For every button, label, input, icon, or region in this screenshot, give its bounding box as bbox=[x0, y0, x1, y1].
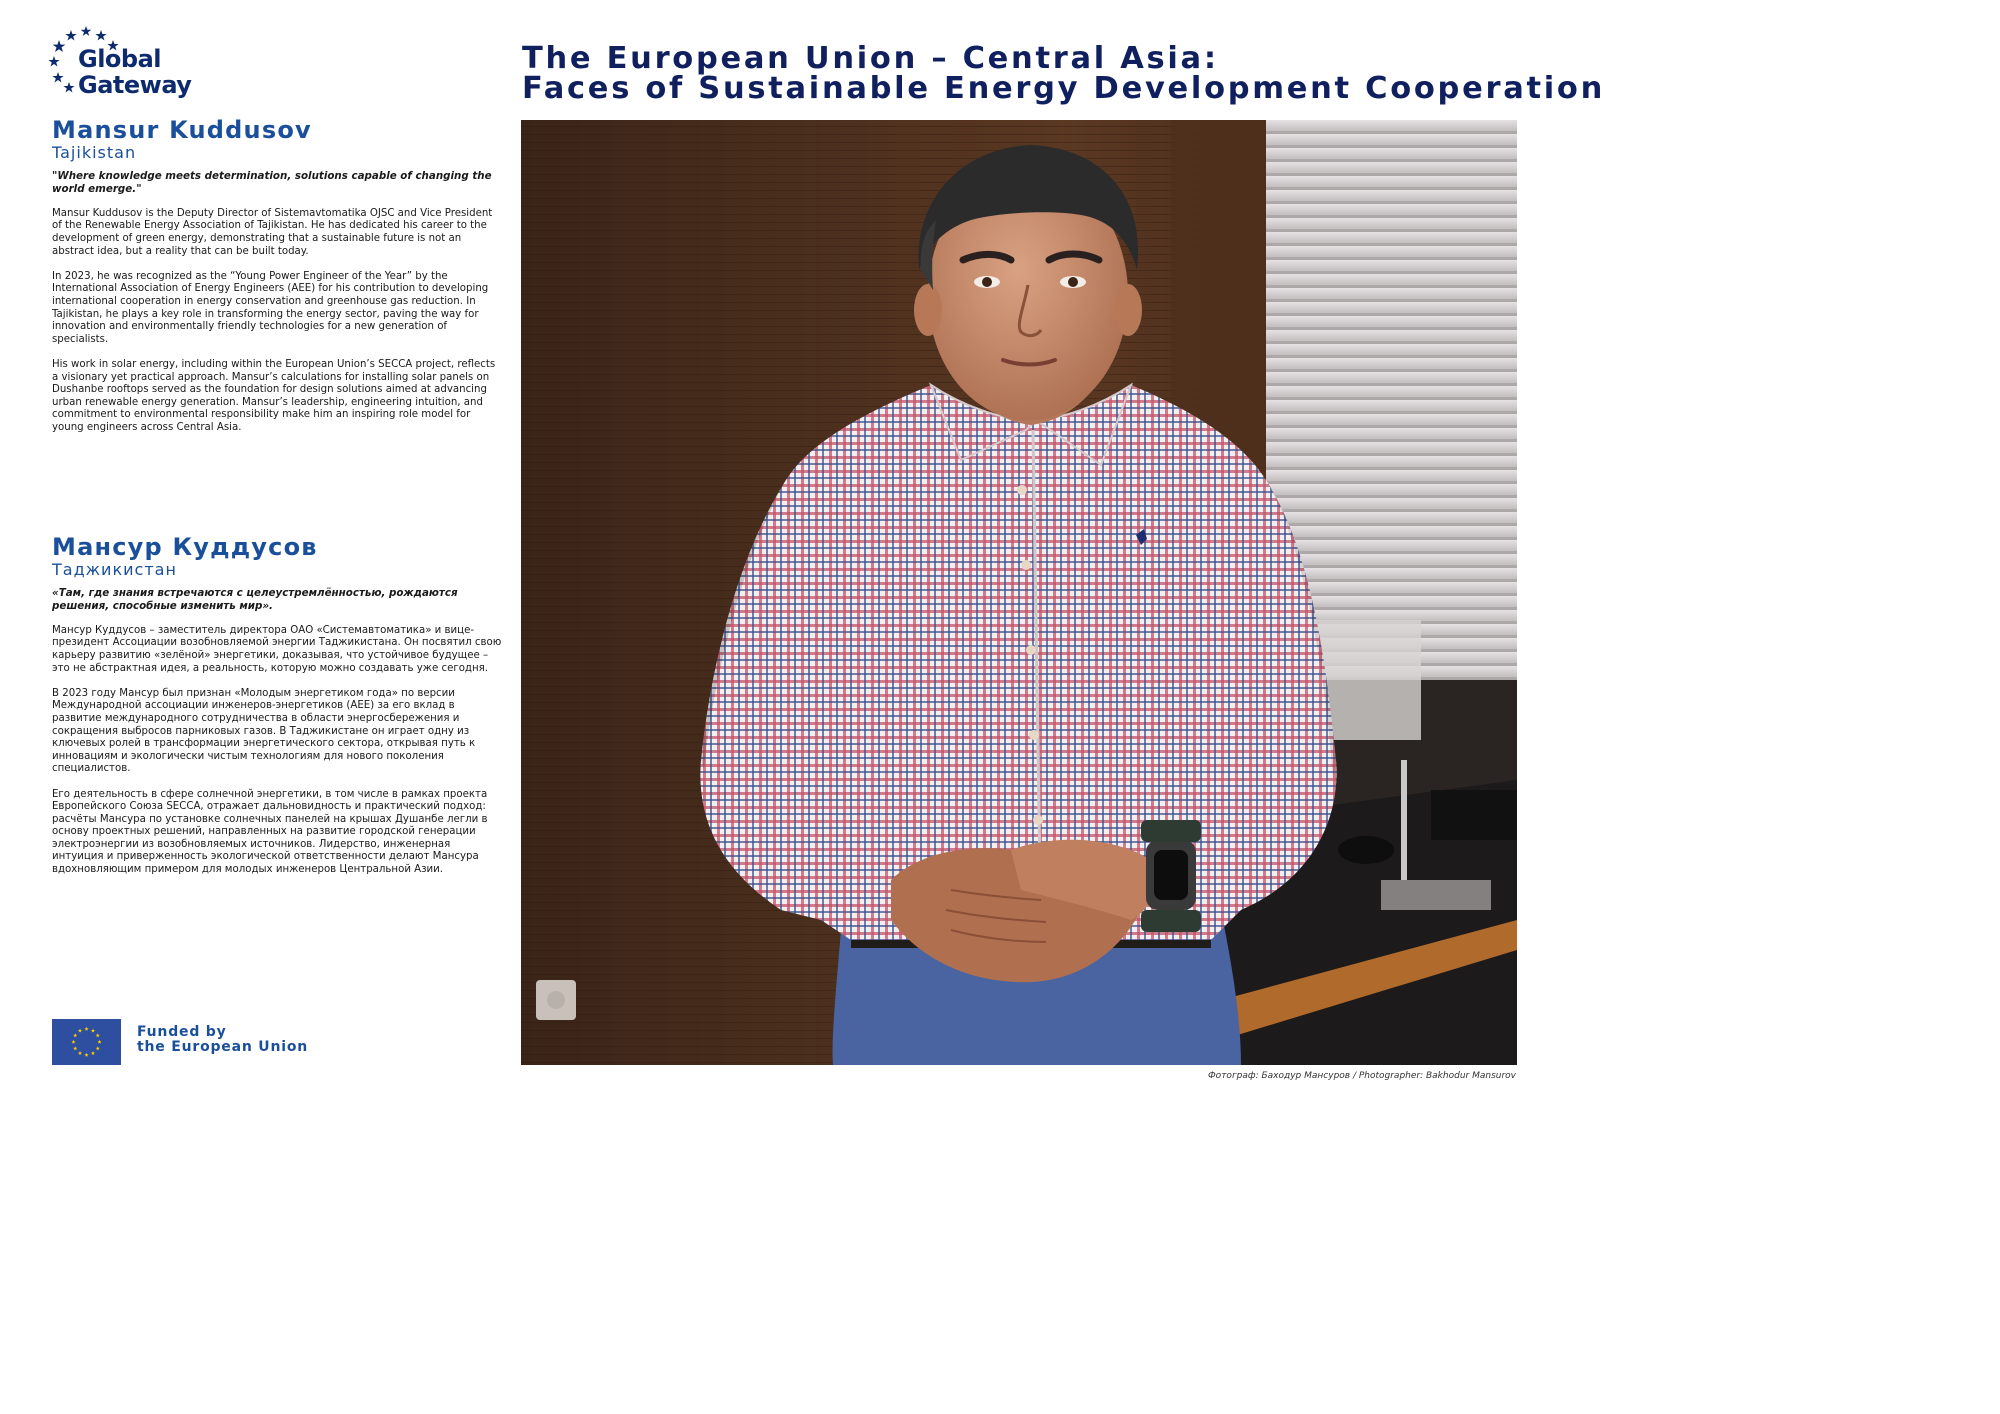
person-name-en: Mansur Kuddusov bbox=[52, 116, 312, 144]
bio-paragraph-en-1: Mansur Kuddusov is the Deputy Director of Sistemavtomatika OJSC and Vice President of the Renewable Energy Association of Tajikistan. He has dedicated his career to the development of green energy, demonstrating that a sustainable future is not an abstract idea, but a reality that can be built today. bbox=[52, 207, 493, 257]
logo-line-1: Global bbox=[78, 45, 162, 73]
global-gateway-logo bbox=[48, 24, 208, 104]
logo-line-2: Gateway bbox=[78, 71, 192, 99]
quote-ru: «Там, где знания встречаются с целеустремлённостью, рождаются решения, способные изменить мир». bbox=[52, 587, 458, 612]
quote-en: "Where knowledge meets determination, solutions capable of changing the world emerge." bbox=[52, 170, 492, 195]
logo-wordmark bbox=[78, 46, 191, 98]
title-line-2: Faces of Sustainable Energy Development Cooperation bbox=[522, 71, 1605, 106]
bio-paragraph-en-3: His work in solar energy, including within the European Union’s SECCA project, reflects a visionary yet practical approach. Mansur’s calculations for installing solar panels on Dushanbe rooftops served as the foundation for design solutions aimed at advancing urban renewable energy generation. Mansur’s leadership, engineering intuition, and commitment to environmental responsibility make him an inspiring role model for young engineers across Central Asia. bbox=[52, 358, 496, 433]
russian-bio bbox=[52, 533, 502, 889]
photo-credit: Фотограф: Баходур Мансуров / Photographer: Bakhodur Mansurov bbox=[1207, 1071, 1516, 1081]
bio-paragraph-ru-1: Мансур Куддусов – заместитель директора ОАО «Системавтоматика» и вице-президент Ассоциации возобновляемой энергии Таджикистана. Он посвятил свою карьеру развитию «зелёной» энергетики, доказывая, что устойчивое будущее – это не абстрактная идея, а реальность, которую можно создавать уже сегодня. bbox=[52, 624, 502, 674]
funded-line-2: the European Union bbox=[137, 1039, 309, 1055]
country-en: Tajikistan bbox=[52, 143, 137, 162]
funded-line-1: Funded by bbox=[137, 1024, 227, 1040]
country-ru: Таджикистан bbox=[52, 560, 177, 579]
bio-paragraph-ru-3: Его деятельность в сфере солнечной энергетики, в том числе в рамках проекта Европейского Союза SECCA, отражает дальновидность и практический подход: расчёты Мансура по установке солнечных панелей на крышах Душанбе легли в основу проектных решений, направленных на развитие городской генерации электроэнергии из возобновляемых источников. Лидерство, инженерная интуиция и приверженность экологической ответственности делают Мансура вдохновляющим примером для молодых инженеров Центральной Азии. bbox=[52, 788, 488, 876]
title-line-1: The European Union – Central Asia: bbox=[522, 41, 1219, 76]
person-name-ru: Мансур Куддусов bbox=[52, 533, 318, 561]
eu-flag-icon bbox=[52, 1019, 121, 1065]
portrait-photo bbox=[521, 120, 1517, 1065]
english-bio bbox=[52, 116, 502, 447]
bio-paragraph-ru-2: В 2023 году Мансур был признан «Молодым энергетиком года» по версии Международной ассоциации инженеров-энергетиков (AEE) за его вклад в развитие международного сотрудничества в области энергосбережения и сокращения выбросов парниковых газов. В Таджикистане он играет одну из ключевых ролей в трансформации энергетического сектора, открывая путь к инновациям и экологически чистым технологиям для нового поколения специалистов. bbox=[52, 687, 476, 775]
funded-by-eu bbox=[137, 1025, 308, 1055]
page-title bbox=[522, 41, 1605, 106]
bio-paragraph-en-2: In 2023, he was recognized as the “Young Power Engineer of the Year” by the International Association of Energy Engineers (AEE) for his contribution to developing international cooperation in energy conservation and greenhouse gas reduction. In Tajikistan, he plays a key role in transforming the energy sector, paving the way for innovation and environmentally friendly technologies for a new generation of specialists. bbox=[52, 270, 489, 345]
portrait-illustration bbox=[521, 120, 1517, 1065]
